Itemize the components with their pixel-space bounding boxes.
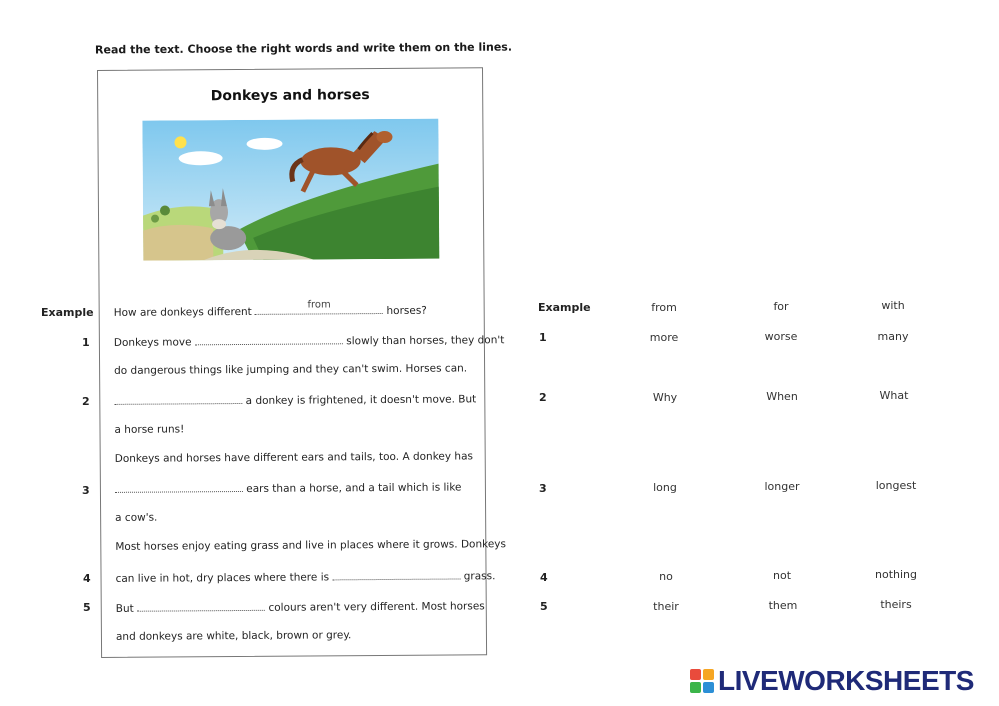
q2-text-after: a donkey is frightened, it doesn't move. But (245, 393, 477, 407)
q5-sentence (116, 598, 485, 615)
example-sentence (113, 299, 427, 319)
option-q2-1[interactable]: Why (652, 391, 678, 404)
paragraph-3-intro: Donkeys and horses have different ears and tails, too. A donkey has (114, 450, 474, 465)
q3-text-after: ears than a horse, and a tail which is like (246, 481, 462, 495)
q4-text-after: grass. (463, 570, 496, 583)
option-q1-1[interactable]: more (649, 331, 679, 344)
option-q1-3[interactable]: many (877, 330, 909, 343)
q5-answer-input[interactable] (137, 600, 265, 612)
example-label: Example (41, 306, 94, 319)
option-q3-1[interactable]: long (653, 481, 677, 494)
q5-sentence-continued: and donkeys are white, black, brown or grey. (115, 629, 352, 643)
option-q3-2[interactable]: longer (764, 480, 800, 493)
example-text-before: How are donkeys different (113, 305, 252, 319)
q3-sentence (115, 479, 462, 495)
q2-answer-input[interactable] (114, 393, 242, 405)
q1-text-before: Donkeys move (113, 336, 192, 349)
options-example-label: Example (538, 301, 591, 314)
logo-square-1 (690, 669, 701, 680)
option-q5-1[interactable]: their (653, 600, 679, 613)
instruction-text: Read the text. Choose the right words and write them on the lines. (94, 40, 513, 57)
option-example-1[interactable]: from (651, 301, 677, 314)
question-number-2: 2 (82, 395, 90, 408)
logo-square-3 (690, 682, 701, 693)
question-number-3: 3 (82, 484, 90, 497)
option-q4-2[interactable]: not (772, 569, 792, 582)
logo-square-2 (703, 669, 714, 680)
option-q4-1[interactable]: no (659, 570, 673, 583)
logo-square-4 (703, 682, 714, 693)
q5-text-before: But (115, 602, 134, 615)
question-number-1: 1 (82, 336, 90, 349)
q1-sentence (114, 332, 505, 349)
question-number-4: 4 (83, 572, 91, 585)
option-example-3[interactable]: with (881, 299, 905, 312)
options-q3-label: 3 (539, 482, 547, 495)
option-q4-3[interactable]: nothing (875, 568, 917, 581)
options-q5-label: 5 (540, 600, 548, 613)
q4-answer-input[interactable] (332, 568, 460, 580)
example-answer-blank (255, 299, 383, 315)
q3-sentence-continued: a cow's. (115, 511, 158, 524)
liveworksheets-logo (690, 665, 974, 697)
question-number-5: 5 (83, 601, 91, 614)
q2-sentence (114, 391, 476, 408)
option-q2-2[interactable]: When (766, 390, 798, 403)
q5-text-after: colours aren't very different. Most horses (268, 600, 485, 614)
options-q1-label: 1 (539, 331, 547, 344)
option-q1-2[interactable]: worse (764, 330, 798, 343)
q1-answer-input[interactable] (195, 333, 343, 345)
liveworksheets-logo-text: LIVEWORKSHEETS (718, 665, 974, 696)
option-q5-3[interactable]: theirs (880, 598, 912, 611)
worksheet-title: Donkeys and horses (210, 87, 370, 105)
q2-sentence-continued: a horse runs! (114, 423, 185, 436)
option-q5-2[interactable]: them (768, 599, 798, 612)
option-example-2[interactable]: for (773, 300, 789, 313)
option-q3-3[interactable]: longest (875, 479, 917, 492)
q4-text-before: can live in hot, dry places where there is (115, 571, 330, 585)
q1-text-after: slowly than horses, they don't (346, 334, 505, 348)
worksheet-panel (97, 67, 506, 658)
donkey-horse-illustration (142, 119, 439, 261)
options-q2-label: 2 (539, 391, 547, 404)
option-q2-3[interactable]: What (879, 389, 909, 402)
example-answer: from (307, 299, 331, 311)
paragraph-4-intro: Most horses enjoy eating grass and live in places where it grows. Donkeys (115, 538, 506, 553)
q1-sentence-continued: do dangerous things like jumping and they can't swim. Horses can. (114, 362, 468, 377)
options-q4-label: 4 (540, 571, 548, 584)
q4-sentence (115, 568, 495, 585)
q3-answer-input[interactable] (115, 481, 243, 493)
example-text-after: horses? (386, 304, 427, 317)
liveworksheets-logo-icon (690, 669, 714, 693)
